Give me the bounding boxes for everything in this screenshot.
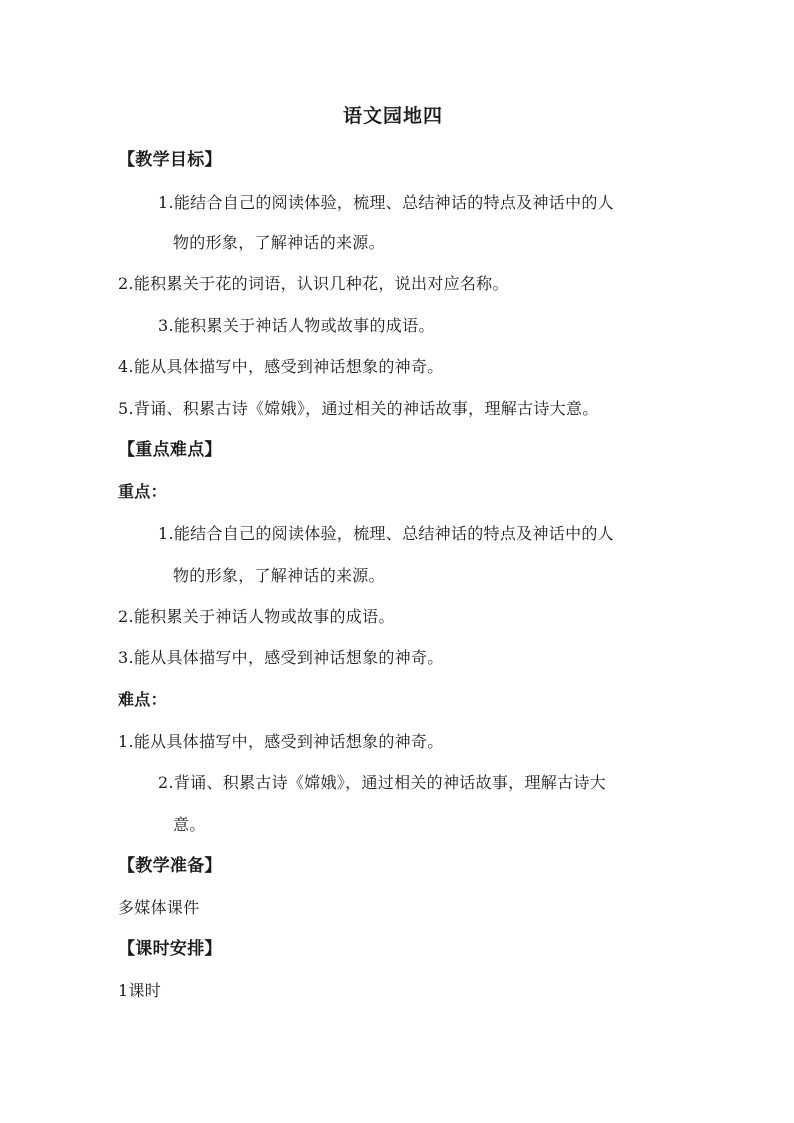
key-item-1: 1.能结合自己的阅读体验，梳理、总结神话的特点及神话中的人 xyxy=(158,524,614,543)
page-title: 语文园地四 xyxy=(343,105,444,127)
objective-2: 2.能积累关于花的词语，认识几种花，说出对应名称。 xyxy=(118,274,509,293)
key-item-2: 2.能积累关于神话人物或故事的成语。 xyxy=(118,607,395,626)
heading-objectives: 【教学目标】 xyxy=(118,150,222,170)
objective-5: 5.背诵、积累古诗《嫦娥》，通过相关的神话故事，理解古诗大意。 xyxy=(118,399,599,418)
heading-preparation: 【教学准备】 xyxy=(118,856,222,876)
heading-schedule: 【课时安排】 xyxy=(118,939,222,959)
heading-keypoints: 【重点难点】 xyxy=(118,440,222,460)
key-label: 重点： xyxy=(118,482,167,501)
schedule-text: 1课时 xyxy=(118,981,162,1000)
objective-4: 4.能从具体描写中，感受到神话想象的神奇。 xyxy=(118,357,444,376)
key-item-1-cont: 物的形象，了解神话的来源。 xyxy=(173,566,385,585)
difficult-item-2: 2.背诵、积累古诗《嫦娥》，通过相关的神话故事，理解古诗大 xyxy=(158,773,606,792)
objective-1: 1.能结合自己的阅读体验，梳理、总结神话的特点及神话中的人 xyxy=(158,193,614,212)
difficult-item-1: 1.能从具体描写中，感受到神话想象的神奇。 xyxy=(118,732,444,751)
preparation-text: 多媒体课件 xyxy=(118,898,200,917)
objective-3: 3.能积累关于神话人物或故事的成语。 xyxy=(158,316,435,335)
difficult-label: 难点： xyxy=(118,690,167,709)
key-item-3: 3.能从具体描写中，感受到神话想象的神奇。 xyxy=(118,648,444,667)
objective-1-cont: 物的形象，了解神话的来源。 xyxy=(173,233,385,252)
difficult-item-2-cont: 意。 xyxy=(173,815,206,834)
